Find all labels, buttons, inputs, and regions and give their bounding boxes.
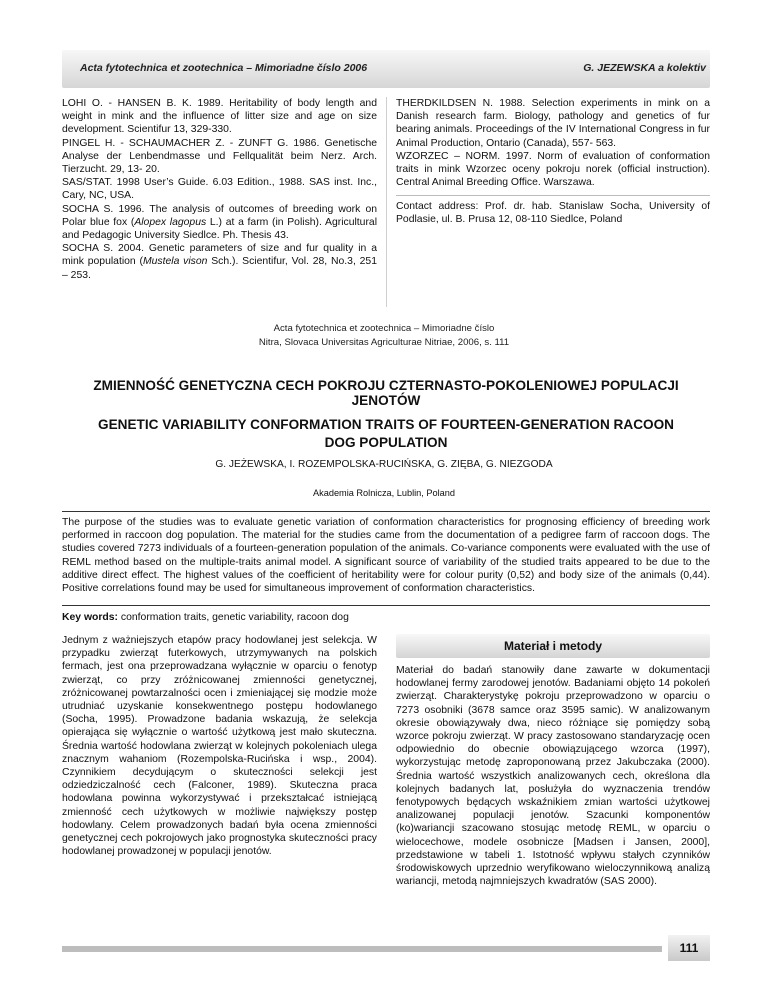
keywords [62,612,710,623]
running-header-authors: G. JEZEWSKA a kolektiv [583,62,706,74]
abstract: The purpose of the studies was to evaluate genetic variation of conformation characteristics for prognosing efficiency of breeding work performed in raccoon dog population. The material for the studies came from the documentation of a pedigree farm of raccoon dogs. The studies covered 7273 individuals of a fourteen-generation population of the animals. Co-variance components were evaluated with the use of REML method based on the multiple-traits animal model. A significant source of variability of the studied traits appeared to be due to the additive direct effect. The highest values of the coefficient of heritability were for colour purity (0,52) and body size of the animals (0,44). Positive correlations found may be used for simultaneous improvement of conformation characteristics. [62,517,710,595]
abstract-rule-top [62,511,710,512]
reference-item: SOCHA S. 1996. The analysis of outcomes of breeding work on Polar blue fox (Alopex lagopus L.) at a farm (in Polish). Agricultural and Pedagogic University Siedlce. Ph. Thesis 43. [62,203,377,242]
affiliation: Akademia Rolnicza, Lublin, Poland [313,488,455,498]
methods-text: Materiał do badań stanowiły dane zawarte w dokumentacji hodowlanej fermy zarodowej jenotów. Badaniami objęto 14 pokoleń zwierząt. Charakterystykę pokroju przeprowadzono w oparciu o 7273 osobniki (3678 samce oraz 3595 samic). W analizowanym okresie obowiązywały dwa, nieco różniące się pomiędzy sobą wzorce pokroju zwierząt. W pracy zastosowano standaryzację ocen odpowiednio do obecnie obowiązującego wzorca (1997), wykorzystując metodę zaproponowaną przez Jakubczaka (2000). Średnia wartość wszystkich analizowanych cech, określona dla kolejnych badanych lat, posłużyła do wyznaczenia trendów fenotypowych będących wskaźnikiem zmian wartości użytkowej analizowanej populacji jenotów. Szacunki komponentów (ko)wariancji szacowano stosując metodę REML, w oparciu o wielocechowe, modele osobnicze [Madsen i Jansen, 2000], przedstawione w tabeli 1. Istotność wpływu stałych czynników środowiskowych uprzednio weryfikowano wieloczynnikową analizą wariancji, metodą najmniejszych kwadratów (SAS 2000). [396,665,710,888]
citation-line-2: Nitra, Slovaca Universitas Agriculturae Nitriae, 2006, s. 111 [258,337,510,348]
reference-item: PINGEL H. - SCHAUMACHER Z. - ZUNFT G. 1986. Genetische Analyse der Lenbendmasse und Fellqualität beim Nerz. Arch. Tierzucht. 29, 13- 20. [62,137,377,176]
keywords-label: Key words: [62,612,119,623]
authors: G. JEŻEWSKA, I. ROZEMPOLSKA-RUCIŃSKA, G. ZIĘBA, G. NIEZGODA [215,459,553,470]
contact-address: Contact address: Prof. dr. hab. Stanislaw Socha, University of Podlasie, ul. B. Prusa 12, 08-110 Siedlce, Poland [396,201,710,226]
references-left [62,97,377,282]
section-heading-methods: Materiał i metody [396,634,710,658]
references-right [396,97,710,189]
reference-item: THERDKILDSEN N. 1988. Selection experiments in mink on a Danish research farm. Biology, pathology and genetics of fur bearing animals. Proceedings of the IV International Congress in fur Animal Production, Ontario (Canada), 557- 563. [396,98,710,149]
reference-item: SAS/STAT. 1998 User’s Guide. 6.03 Edition., 1988. SAS inst. Inc., Cary, NC, USA. [62,177,377,202]
reference-item: SOCHA S. 2004. Genetic parameters of size and fur quality in a mink population (Mustela vison Sch.). Scientifur, Vol. 28, No.3, 251 – 253. [62,243,377,281]
title-english: GENETIC VARIABILITY CONFORMATION TRAITS OF FOURTEEN-GENERATION RACOON DOG POPULATION [98,417,674,450]
column-divider [386,97,387,307]
reference-item: WZORZEC – NORM. 1997. Norm of evaluation of conformation traits in mink Wzorzec oceny pokroju norek (official instruction). Central Animal Breeding Office. Warszawa. [396,150,710,189]
abstract-rule-bottom [62,605,710,606]
footer-rule [62,946,662,952]
introduction-text: Jednym z ważniejszych etapów pracy hodowlanej jest selekcja. W przypadku zwierząt futerkowych, utrzymywanych na polskich fermach, jest ona przeprowadzana wyłącznie w oparciu o fenotyp zwierząt, co przy zróżnicowanej zmienności genetycznej, zróżnicowanej powtarzalności ocen i zmieniającej się modzie może utrudniać uzyskanie konsekwentnego postępu hodowlanego (Socha, 1995). Prowadzone badania wskazują, że selekcja opierająca się wyłącznie o wartość użytkową jest mało skuteczna. Średnia wartość hodowlana zwierząt w kolejnych pokoleniach ulega znacznym wahaniom (Rozempolska-Rucińska i wsp., 2004). Czynnikiem decydującym o skuteczności selekcji jest odziedziczalność cech (Falconer, 1989). Skuteczna praca hodowlana powinna wykorzystywać i przekształcać istniejącą zmienność cech użytkowych w możliwie największy postęp hodowlany. Celem prowadzonych badań była ocena zmienności genetycznej cech pokrojowych jako prognostyka skuteczności pracy hodowlanej prowadzonej w populacji jenotów. [62,635,377,858]
keywords-value: conformation traits, genetic variability, racoon dog [118,612,349,623]
reference-item: LOHI O. - HANSEN B. K. 1989. Heritability of body length and weight in mink and the influence of litter size and age on size development. Scientifur 13, 329-330. [62,98,377,136]
title-polish: ZMIENNOŚĆ GENETYCZNA CECH POKROJU CZTERNASTO-POKOLENIOWEJ POPULACJI JENOTÓW [93,378,679,408]
contact-divider [396,195,710,196]
running-header-journal: Acta fytotechnica et zootechnica – Mimoriadne číslo 2006 [80,62,368,74]
page-number: 111 [668,935,710,961]
citation-line-1: Acta fytotechnica et zootechnica – Mimoriadne číslo [273,323,495,334]
